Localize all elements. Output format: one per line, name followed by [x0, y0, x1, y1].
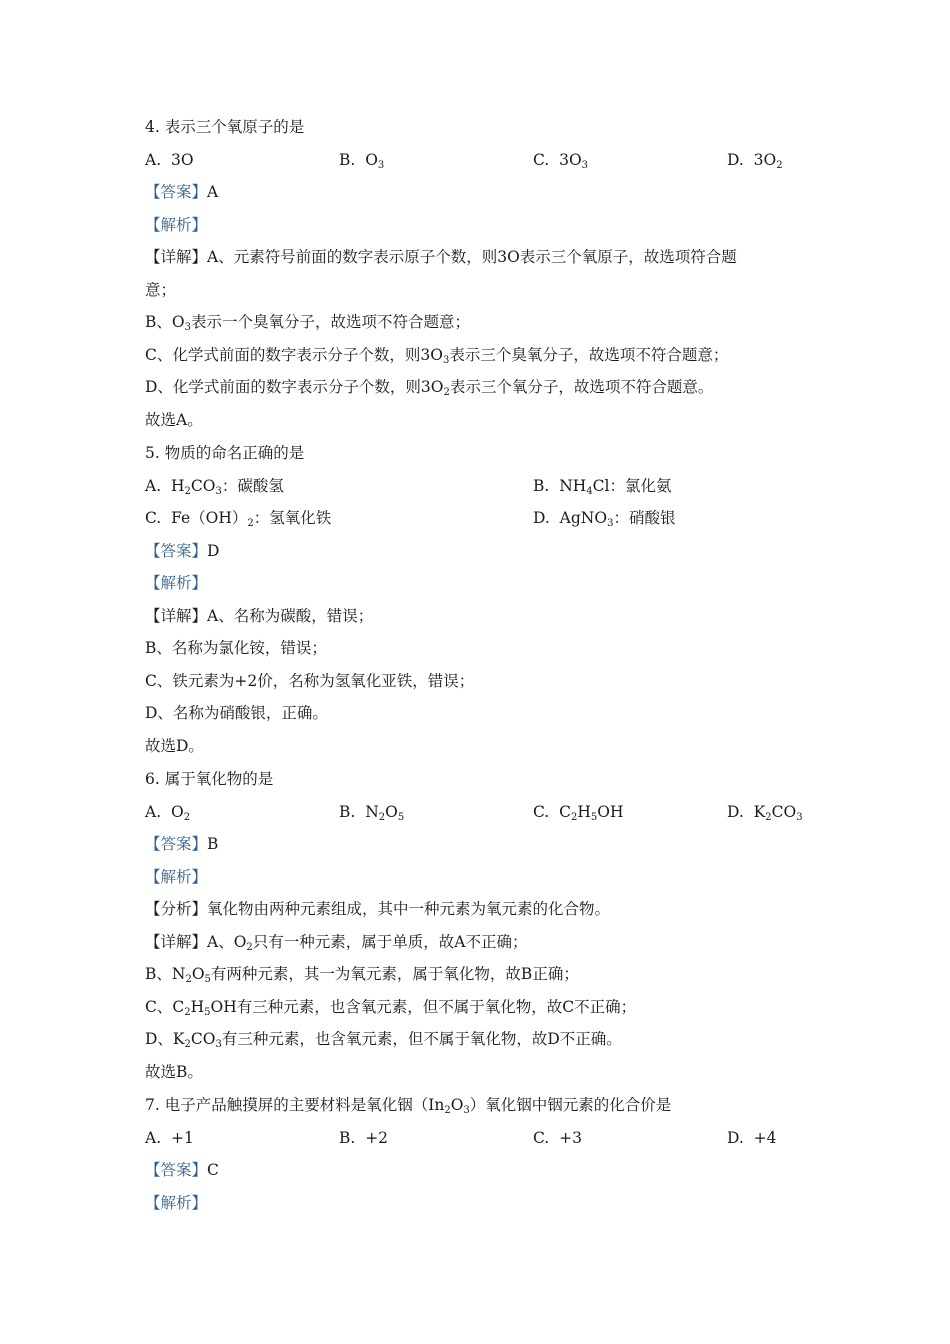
q5-answer: 【答案】D	[145, 542, 220, 560]
q6-detail-line-d: D、$K_2CO_3$有三种元素，也含氧元素，但不属于氧化物，故D不正确。	[145, 1030, 622, 1050]
question-6-stem: 6. 属于氧化物的是	[145, 770, 274, 788]
question-4-stem: 4. 表示三个氧原子的是	[145, 118, 305, 136]
q5-detail-line-1: 【详解】A、名称为碳酸，错误；	[145, 607, 374, 625]
q4-detail-line-1b: 意；	[145, 281, 177, 299]
q4-option-c: C. $3O_3$	[533, 151, 589, 171]
q4-option-a: A. 3O	[145, 151, 194, 169]
q4-detail-line-b: B、$O_3$表示一个臭氧分子，故选项不符合题意；	[145, 313, 470, 333]
q4-detail-line-d: D、化学式前面的数字表示分子个数，则$3O_2$表示三个氧分子，故选项不符合题意。	[145, 378, 714, 398]
q6-option-d: D. $K_2CO_3$	[727, 803, 803, 823]
q5-detail-line-4: D、名称为硝酸银，正确。	[145, 704, 328, 722]
q4-option-b: B. $O_3$	[339, 151, 385, 171]
q5-analysis-tag: 【解析】	[145, 574, 208, 592]
q6-option-b: B. $N_2O_5$	[339, 803, 405, 823]
q5-option-c: C. $Fe(OH)_2$：氢氧化铁	[145, 509, 332, 529]
q7-option-b: B. +2	[339, 1129, 389, 1147]
q5-option-a: A. $H_2CO_3$：碳酸氢	[145, 477, 284, 497]
q6-detail-line-c: C、$C_2H_5OH$有三种元素，也含氧元素，但不属于氧化物，故C不正确；	[145, 998, 637, 1018]
q6-analyze: 【分析】氧化物由两种元素组成，其中一种元素为氧元素的化合物。	[145, 900, 611, 918]
q4-detail-line-1: 【详解】A、元素符号前面的数字表示原子个数，则3O表示三个氧原子，故选项符合题	[145, 248, 737, 266]
q6-option-a: A. $O_2$	[145, 803, 191, 823]
q7-option-d: D. +4	[727, 1129, 777, 1147]
q6-detail-line-1: 【详解】A、$O_2$只有一种元素，属于单质，故A不正确；	[145, 933, 528, 953]
q7-answer: 【答案】C	[145, 1161, 219, 1179]
q7-option-c: C. +3	[533, 1129, 582, 1147]
q6-detail-line-b: B、$N_2O_5$有两种元素，其一为氧元素，属于氧化物，故B正确；	[145, 965, 579, 985]
q6-option-c: C. $C_2H_5OH$	[533, 803, 624, 823]
q5-option-b: B. $NH_4Cl$：氯化氨	[533, 477, 672, 497]
q4-analysis-tag: 【解析】	[145, 216, 208, 234]
q4-option-d: D. $3O_2$	[727, 151, 783, 171]
q5-detail-line-3: C、铁元素为+2价，名称为氢氧化亚铁，错误；	[145, 672, 475, 690]
q4-detail-line-c: C、化学式前面的数字表示分子个数，则$3O_3$表示三个臭氧分子，故选项不符合题意；	[145, 346, 729, 366]
q6-conclusion: 故选B。	[145, 1063, 203, 1081]
question-7-stem: 7. 电子产品触摸屏的主要材料是氧化铟$(In_2O_3)$氧化铟中铟元素的化合价是	[145, 1096, 672, 1116]
q6-answer: 【答案】B	[145, 835, 219, 853]
q6-analysis-tag: 【解析】	[145, 868, 208, 886]
q7-option-a: A. +1	[145, 1129, 194, 1147]
question-5-stem: 5. 物质的命名正确的是	[145, 444, 305, 462]
q5-detail-line-2: B、名称为氯化铵，错误；	[145, 639, 327, 657]
q5-option-d: D. AgNO$_3$：硝酸银	[533, 509, 676, 529]
q4-answer: 【答案】A	[145, 183, 219, 201]
q7-analysis-tag: 【解析】	[145, 1194, 208, 1212]
q4-conclusion: 故选A。	[145, 411, 203, 429]
q5-conclusion: 故选D。	[145, 737, 204, 755]
